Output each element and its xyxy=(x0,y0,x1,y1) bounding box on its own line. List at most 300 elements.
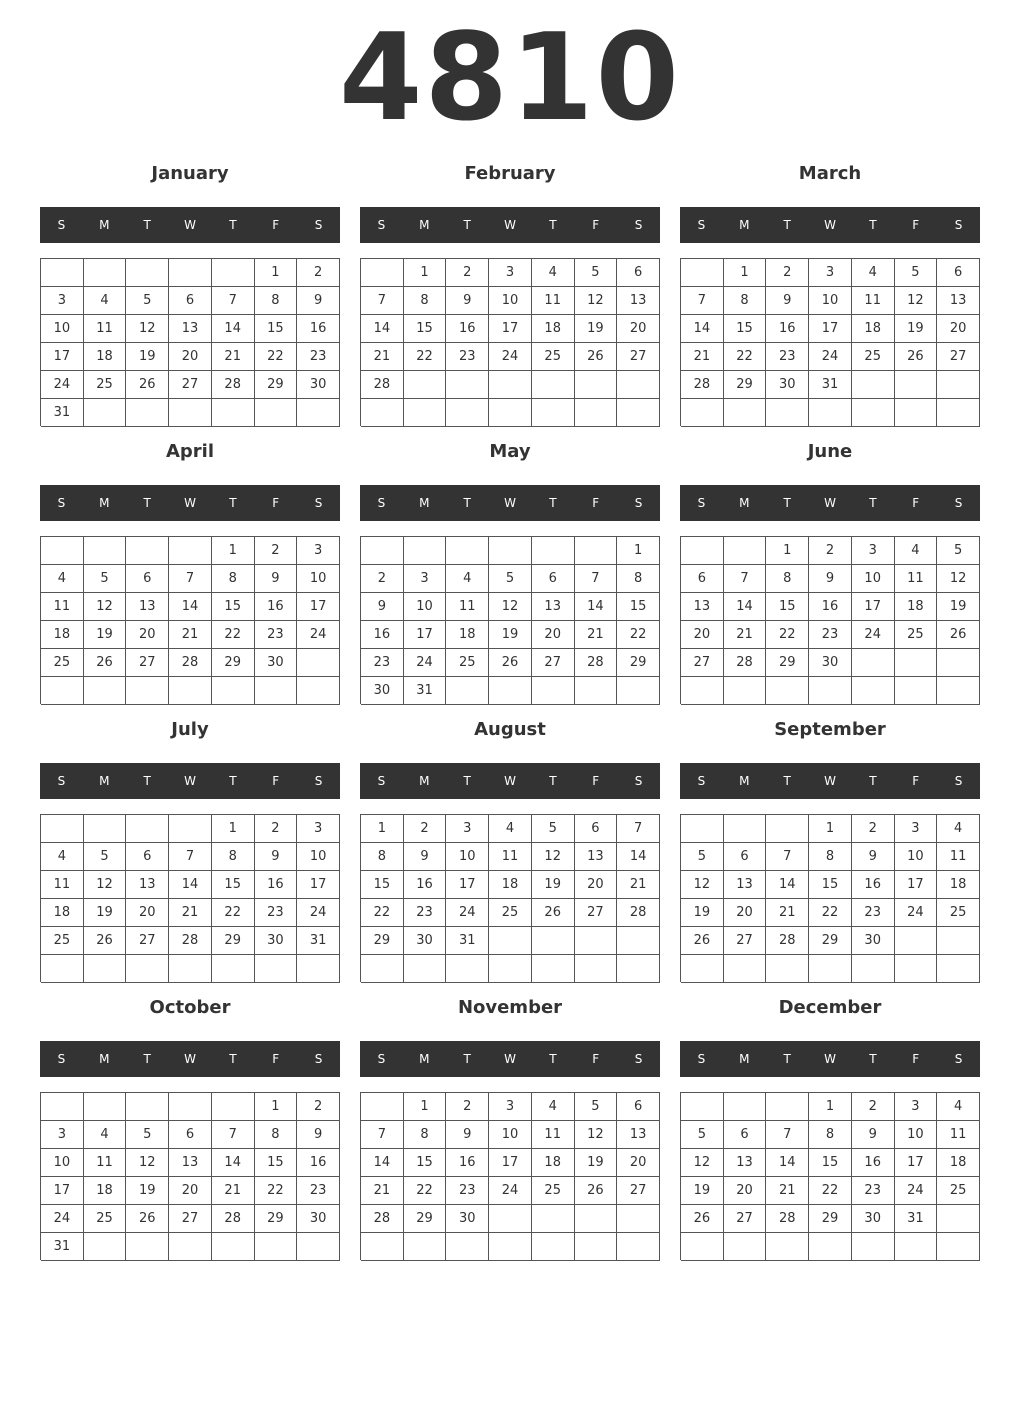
day-cell[interactable]: 9 xyxy=(766,287,809,315)
day-cell[interactable]: 8 xyxy=(212,565,255,593)
day-cell[interactable]: 27 xyxy=(532,649,575,677)
day-cell[interactable]: 13 xyxy=(126,871,169,899)
day-cell[interactable]: 17 xyxy=(895,871,938,899)
day-cell[interactable]: 3 xyxy=(297,815,340,843)
day-cell[interactable]: 3 xyxy=(852,537,895,565)
day-cell[interactable]: 24 xyxy=(41,1205,84,1233)
day-cell[interactable]: 18 xyxy=(41,899,84,927)
day-cell[interactable]: 8 xyxy=(255,287,298,315)
day-cell[interactable]: 30 xyxy=(852,1205,895,1233)
day-cell[interactable]: 30 xyxy=(361,677,404,705)
day-cell[interactable]: 6 xyxy=(575,815,618,843)
day-cell[interactable]: 27 xyxy=(126,927,169,955)
day-cell[interactable]: 11 xyxy=(41,871,84,899)
day-cell[interactable]: 19 xyxy=(84,899,127,927)
day-cell[interactable]: 27 xyxy=(169,371,212,399)
day-cell[interactable]: 1 xyxy=(361,815,404,843)
day-cell[interactable]: 5 xyxy=(84,565,127,593)
day-cell[interactable]: 17 xyxy=(41,343,84,371)
day-cell[interactable]: 4 xyxy=(489,815,532,843)
day-cell[interactable]: 14 xyxy=(766,1149,809,1177)
day-cell[interactable]: 6 xyxy=(681,565,724,593)
day-cell[interactable]: 5 xyxy=(937,537,980,565)
day-cell[interactable]: 14 xyxy=(169,593,212,621)
day-cell[interactable]: 20 xyxy=(724,899,767,927)
day-cell[interactable]: 14 xyxy=(169,871,212,899)
day-cell[interactable]: 3 xyxy=(489,259,532,287)
day-cell[interactable]: 26 xyxy=(937,621,980,649)
day-cell[interactable]: 25 xyxy=(895,621,938,649)
day-cell[interactable]: 4 xyxy=(446,565,489,593)
day-cell[interactable]: 26 xyxy=(532,899,575,927)
day-cell[interactable]: 8 xyxy=(809,843,852,871)
day-cell[interactable]: 9 xyxy=(809,565,852,593)
day-cell[interactable]: 15 xyxy=(724,315,767,343)
day-cell[interactable]: 21 xyxy=(766,899,809,927)
day-cell[interactable]: 28 xyxy=(724,649,767,677)
day-cell[interactable]: 28 xyxy=(681,371,724,399)
day-cell[interactable]: 25 xyxy=(41,927,84,955)
day-cell[interactable]: 7 xyxy=(361,287,404,315)
day-cell[interactable]: 28 xyxy=(766,1205,809,1233)
day-cell[interactable]: 18 xyxy=(41,621,84,649)
day-cell[interactable]: 14 xyxy=(617,843,660,871)
day-cell[interactable]: 22 xyxy=(361,899,404,927)
day-cell[interactable]: 5 xyxy=(575,1093,618,1121)
day-cell[interactable]: 31 xyxy=(809,371,852,399)
day-cell[interactable]: 4 xyxy=(84,287,127,315)
day-cell[interactable]: 10 xyxy=(852,565,895,593)
day-cell[interactable]: 15 xyxy=(361,871,404,899)
day-cell[interactable]: 20 xyxy=(169,1177,212,1205)
day-cell[interactable]: 14 xyxy=(212,315,255,343)
day-cell[interactable]: 1 xyxy=(404,1093,447,1121)
day-cell[interactable]: 9 xyxy=(446,1121,489,1149)
day-cell[interactable]: 20 xyxy=(617,1149,660,1177)
day-cell[interactable]: 26 xyxy=(84,927,127,955)
day-cell[interactable]: 18 xyxy=(895,593,938,621)
day-cell[interactable]: 15 xyxy=(617,593,660,621)
day-cell[interactable]: 26 xyxy=(575,1177,618,1205)
day-cell[interactable]: 31 xyxy=(404,677,447,705)
day-cell[interactable]: 14 xyxy=(361,315,404,343)
day-cell[interactable]: 26 xyxy=(84,649,127,677)
day-cell[interactable]: 12 xyxy=(126,1149,169,1177)
day-cell[interactable]: 18 xyxy=(532,315,575,343)
day-cell[interactable]: 16 xyxy=(297,1149,340,1177)
day-cell[interactable]: 23 xyxy=(255,621,298,649)
day-cell[interactable]: 28 xyxy=(361,1205,404,1233)
day-cell[interactable]: 3 xyxy=(446,815,489,843)
day-cell[interactable]: 5 xyxy=(489,565,532,593)
day-cell[interactable]: 25 xyxy=(84,1205,127,1233)
day-cell[interactable]: 25 xyxy=(532,1177,575,1205)
day-cell[interactable]: 11 xyxy=(446,593,489,621)
day-cell[interactable]: 21 xyxy=(617,871,660,899)
day-cell[interactable]: 2 xyxy=(404,815,447,843)
day-cell[interactable]: 26 xyxy=(681,927,724,955)
day-cell[interactable]: 1 xyxy=(255,1093,298,1121)
day-cell[interactable]: 21 xyxy=(361,343,404,371)
day-cell[interactable]: 15 xyxy=(404,1149,447,1177)
day-cell[interactable]: 22 xyxy=(255,1177,298,1205)
day-cell[interactable]: 25 xyxy=(852,343,895,371)
day-cell[interactable]: 20 xyxy=(724,1177,767,1205)
day-cell[interactable]: 1 xyxy=(255,259,298,287)
day-cell[interactable]: 28 xyxy=(361,371,404,399)
day-cell[interactable]: 8 xyxy=(617,565,660,593)
day-cell[interactable]: 22 xyxy=(212,621,255,649)
day-cell[interactable]: 10 xyxy=(489,1121,532,1149)
day-cell[interactable]: 5 xyxy=(681,843,724,871)
day-cell[interactable]: 29 xyxy=(212,927,255,955)
day-cell[interactable]: 16 xyxy=(404,871,447,899)
day-cell[interactable]: 2 xyxy=(255,537,298,565)
day-cell[interactable]: 31 xyxy=(41,1233,84,1261)
day-cell[interactable]: 10 xyxy=(297,565,340,593)
day-cell[interactable]: 8 xyxy=(766,565,809,593)
day-cell[interactable]: 14 xyxy=(212,1149,255,1177)
day-cell[interactable]: 1 xyxy=(212,537,255,565)
day-cell[interactable]: 11 xyxy=(937,843,980,871)
day-cell[interactable]: 10 xyxy=(297,843,340,871)
day-cell[interactable]: 30 xyxy=(446,1205,489,1233)
day-cell[interactable]: 16 xyxy=(852,1149,895,1177)
day-cell[interactable]: 12 xyxy=(895,287,938,315)
day-cell[interactable]: 8 xyxy=(212,843,255,871)
day-cell[interactable]: 29 xyxy=(255,371,298,399)
day-cell[interactable]: 30 xyxy=(766,371,809,399)
day-cell[interactable]: 15 xyxy=(404,315,447,343)
day-cell[interactable]: 13 xyxy=(724,1149,767,1177)
day-cell[interactable]: 24 xyxy=(41,371,84,399)
day-cell[interactable]: 4 xyxy=(532,1093,575,1121)
day-cell[interactable]: 12 xyxy=(84,871,127,899)
day-cell[interactable]: 23 xyxy=(297,1177,340,1205)
day-cell[interactable]: 13 xyxy=(169,1149,212,1177)
day-cell[interactable]: 19 xyxy=(575,1149,618,1177)
day-cell[interactable]: 3 xyxy=(489,1093,532,1121)
day-cell[interactable]: 26 xyxy=(126,371,169,399)
day-cell[interactable]: 2 xyxy=(255,815,298,843)
day-cell[interactable]: 27 xyxy=(575,899,618,927)
day-cell[interactable]: 1 xyxy=(404,259,447,287)
day-cell[interactable]: 24 xyxy=(404,649,447,677)
day-cell[interactable]: 26 xyxy=(575,343,618,371)
day-cell[interactable]: 5 xyxy=(681,1121,724,1149)
day-cell[interactable]: 2 xyxy=(852,815,895,843)
day-cell[interactable]: 24 xyxy=(297,621,340,649)
day-cell[interactable]: 21 xyxy=(169,621,212,649)
day-cell[interactable]: 17 xyxy=(852,593,895,621)
day-cell[interactable]: 22 xyxy=(724,343,767,371)
day-cell[interactable]: 18 xyxy=(937,1149,980,1177)
day-cell[interactable]: 20 xyxy=(532,621,575,649)
day-cell[interactable]: 12 xyxy=(681,871,724,899)
day-cell[interactable]: 21 xyxy=(724,621,767,649)
day-cell[interactable]: 30 xyxy=(297,371,340,399)
day-cell[interactable]: 13 xyxy=(681,593,724,621)
day-cell[interactable]: 16 xyxy=(852,871,895,899)
day-cell[interactable]: 20 xyxy=(617,315,660,343)
day-cell[interactable]: 22 xyxy=(255,343,298,371)
day-cell[interactable]: 13 xyxy=(937,287,980,315)
day-cell[interactable]: 27 xyxy=(681,649,724,677)
day-cell[interactable]: 8 xyxy=(361,843,404,871)
day-cell[interactable]: 13 xyxy=(575,843,618,871)
day-cell[interactable]: 14 xyxy=(724,593,767,621)
day-cell[interactable]: 30 xyxy=(404,927,447,955)
day-cell[interactable]: 9 xyxy=(297,287,340,315)
day-cell[interactable]: 25 xyxy=(84,371,127,399)
day-cell[interactable]: 1 xyxy=(724,259,767,287)
day-cell[interactable]: 26 xyxy=(489,649,532,677)
day-cell[interactable]: 19 xyxy=(126,343,169,371)
day-cell[interactable]: 30 xyxy=(852,927,895,955)
day-cell[interactable]: 25 xyxy=(937,1177,980,1205)
day-cell[interactable]: 21 xyxy=(766,1177,809,1205)
day-cell[interactable]: 23 xyxy=(446,343,489,371)
day-cell[interactable]: 24 xyxy=(852,621,895,649)
day-cell[interactable]: 6 xyxy=(937,259,980,287)
day-cell[interactable]: 3 xyxy=(297,537,340,565)
day-cell[interactable]: 1 xyxy=(212,815,255,843)
day-cell[interactable]: 17 xyxy=(895,1149,938,1177)
day-cell[interactable]: 19 xyxy=(126,1177,169,1205)
day-cell[interactable]: 12 xyxy=(575,1121,618,1149)
day-cell[interactable]: 17 xyxy=(489,1149,532,1177)
day-cell[interactable]: 7 xyxy=(766,843,809,871)
day-cell[interactable]: 23 xyxy=(852,899,895,927)
day-cell[interactable]: 22 xyxy=(809,1177,852,1205)
day-cell[interactable]: 12 xyxy=(489,593,532,621)
day-cell[interactable]: 18 xyxy=(937,871,980,899)
day-cell[interactable]: 21 xyxy=(361,1177,404,1205)
day-cell[interactable]: 28 xyxy=(575,649,618,677)
day-cell[interactable]: 8 xyxy=(809,1121,852,1149)
day-cell[interactable]: 7 xyxy=(169,843,212,871)
day-cell[interactable]: 16 xyxy=(361,621,404,649)
day-cell[interactable]: 21 xyxy=(681,343,724,371)
day-cell[interactable]: 6 xyxy=(169,287,212,315)
day-cell[interactable]: 19 xyxy=(489,621,532,649)
day-cell[interactable]: 13 xyxy=(617,1121,660,1149)
day-cell[interactable]: 5 xyxy=(84,843,127,871)
day-cell[interactable]: 10 xyxy=(446,843,489,871)
day-cell[interactable]: 3 xyxy=(895,1093,938,1121)
day-cell[interactable]: 29 xyxy=(212,649,255,677)
day-cell[interactable]: 10 xyxy=(41,315,84,343)
day-cell[interactable]: 3 xyxy=(809,259,852,287)
day-cell[interactable]: 6 xyxy=(169,1121,212,1149)
day-cell[interactable]: 28 xyxy=(169,927,212,955)
day-cell[interactable]: 5 xyxy=(126,1121,169,1149)
day-cell[interactable]: 8 xyxy=(404,287,447,315)
day-cell[interactable]: 21 xyxy=(212,343,255,371)
day-cell[interactable]: 26 xyxy=(681,1205,724,1233)
day-cell[interactable]: 23 xyxy=(809,621,852,649)
day-cell[interactable]: 8 xyxy=(724,287,767,315)
day-cell[interactable]: 16 xyxy=(297,315,340,343)
day-cell[interactable]: 11 xyxy=(84,315,127,343)
day-cell[interactable]: 22 xyxy=(212,899,255,927)
day-cell[interactable]: 23 xyxy=(361,649,404,677)
day-cell[interactable]: 17 xyxy=(446,871,489,899)
day-cell[interactable]: 29 xyxy=(724,371,767,399)
day-cell[interactable]: 18 xyxy=(489,871,532,899)
day-cell[interactable]: 17 xyxy=(489,315,532,343)
day-cell[interactable]: 19 xyxy=(681,899,724,927)
day-cell[interactable]: 28 xyxy=(212,1205,255,1233)
day-cell[interactable]: 9 xyxy=(297,1121,340,1149)
day-cell[interactable]: 12 xyxy=(532,843,575,871)
day-cell[interactable]: 7 xyxy=(681,287,724,315)
day-cell[interactable]: 15 xyxy=(766,593,809,621)
day-cell[interactable]: 11 xyxy=(852,287,895,315)
day-cell[interactable]: 7 xyxy=(212,287,255,315)
day-cell[interactable]: 16 xyxy=(255,593,298,621)
day-cell[interactable]: 30 xyxy=(809,649,852,677)
day-cell[interactable]: 20 xyxy=(681,621,724,649)
day-cell[interactable]: 20 xyxy=(126,621,169,649)
day-cell[interactable]: 16 xyxy=(809,593,852,621)
day-cell[interactable]: 28 xyxy=(169,649,212,677)
day-cell[interactable]: 9 xyxy=(852,843,895,871)
day-cell[interactable]: 22 xyxy=(404,1177,447,1205)
day-cell[interactable]: 14 xyxy=(575,593,618,621)
day-cell[interactable]: 2 xyxy=(297,1093,340,1121)
day-cell[interactable]: 26 xyxy=(895,343,938,371)
day-cell[interactable]: 6 xyxy=(617,1093,660,1121)
day-cell[interactable]: 23 xyxy=(446,1177,489,1205)
day-cell[interactable]: 5 xyxy=(575,259,618,287)
day-cell[interactable]: 11 xyxy=(532,1121,575,1149)
day-cell[interactable]: 28 xyxy=(617,899,660,927)
day-cell[interactable]: 25 xyxy=(41,649,84,677)
day-cell[interactable]: 15 xyxy=(255,1149,298,1177)
day-cell[interactable]: 27 xyxy=(617,343,660,371)
day-cell[interactable]: 3 xyxy=(41,1121,84,1149)
day-cell[interactable]: 16 xyxy=(255,871,298,899)
day-cell[interactable]: 22 xyxy=(766,621,809,649)
day-cell[interactable]: 4 xyxy=(41,843,84,871)
day-cell[interactable]: 27 xyxy=(724,927,767,955)
day-cell[interactable]: 3 xyxy=(404,565,447,593)
day-cell[interactable]: 1 xyxy=(809,1093,852,1121)
day-cell[interactable]: 25 xyxy=(937,899,980,927)
day-cell[interactable]: 18 xyxy=(532,1149,575,1177)
day-cell[interactable]: 12 xyxy=(937,565,980,593)
day-cell[interactable]: 31 xyxy=(41,399,84,427)
day-cell[interactable]: 28 xyxy=(212,371,255,399)
day-cell[interactable]: 31 xyxy=(446,927,489,955)
day-cell[interactable]: 6 xyxy=(617,259,660,287)
day-cell[interactable]: 10 xyxy=(895,1121,938,1149)
day-cell[interactable]: 2 xyxy=(361,565,404,593)
day-cell[interactable]: 29 xyxy=(255,1205,298,1233)
day-cell[interactable]: 29 xyxy=(766,649,809,677)
day-cell[interactable]: 3 xyxy=(41,287,84,315)
day-cell[interactable]: 29 xyxy=(809,927,852,955)
day-cell[interactable]: 19 xyxy=(575,315,618,343)
day-cell[interactable]: 20 xyxy=(937,315,980,343)
day-cell[interactable]: 16 xyxy=(446,315,489,343)
day-cell[interactable]: 15 xyxy=(212,871,255,899)
day-cell[interactable]: 11 xyxy=(532,287,575,315)
day-cell[interactable]: 17 xyxy=(41,1177,84,1205)
day-cell[interactable]: 25 xyxy=(532,343,575,371)
day-cell[interactable]: 7 xyxy=(212,1121,255,1149)
day-cell[interactable]: 30 xyxy=(255,649,298,677)
day-cell[interactable]: 13 xyxy=(532,593,575,621)
day-cell[interactable]: 22 xyxy=(404,343,447,371)
day-cell[interactable]: 21 xyxy=(575,621,618,649)
day-cell[interactable]: 2 xyxy=(809,537,852,565)
day-cell[interactable]: 29 xyxy=(361,927,404,955)
day-cell[interactable]: 20 xyxy=(126,899,169,927)
day-cell[interactable]: 2 xyxy=(297,259,340,287)
day-cell[interactable]: 4 xyxy=(84,1121,127,1149)
day-cell[interactable]: 4 xyxy=(852,259,895,287)
day-cell[interactable]: 24 xyxy=(489,1177,532,1205)
day-cell[interactable]: 31 xyxy=(895,1205,938,1233)
day-cell[interactable]: 9 xyxy=(446,287,489,315)
day-cell[interactable]: 13 xyxy=(617,287,660,315)
day-cell[interactable]: 13 xyxy=(724,871,767,899)
day-cell[interactable]: 9 xyxy=(404,843,447,871)
day-cell[interactable]: 24 xyxy=(446,899,489,927)
day-cell[interactable]: 12 xyxy=(84,593,127,621)
day-cell[interactable]: 14 xyxy=(681,315,724,343)
day-cell[interactable]: 6 xyxy=(126,565,169,593)
day-cell[interactable]: 9 xyxy=(852,1121,895,1149)
day-cell[interactable]: 15 xyxy=(809,1149,852,1177)
day-cell[interactable]: 24 xyxy=(297,899,340,927)
day-cell[interactable]: 4 xyxy=(41,565,84,593)
day-cell[interactable]: 19 xyxy=(937,593,980,621)
day-cell[interactable]: 2 xyxy=(766,259,809,287)
day-cell[interactable]: 11 xyxy=(937,1121,980,1149)
day-cell[interactable]: 10 xyxy=(809,287,852,315)
day-cell[interactable]: 16 xyxy=(446,1149,489,1177)
day-cell[interactable]: 25 xyxy=(489,899,532,927)
day-cell[interactable]: 19 xyxy=(681,1177,724,1205)
day-cell[interactable]: 7 xyxy=(169,565,212,593)
day-cell[interactable]: 17 xyxy=(404,621,447,649)
day-cell[interactable]: 11 xyxy=(895,565,938,593)
day-cell[interactable]: 19 xyxy=(84,621,127,649)
day-cell[interactable]: 23 xyxy=(255,899,298,927)
day-cell[interactable]: 7 xyxy=(361,1121,404,1149)
day-cell[interactable]: 12 xyxy=(575,287,618,315)
day-cell[interactable]: 10 xyxy=(404,593,447,621)
day-cell[interactable]: 27 xyxy=(126,649,169,677)
day-cell[interactable]: 18 xyxy=(446,621,489,649)
day-cell[interactable]: 18 xyxy=(852,315,895,343)
day-cell[interactable]: 27 xyxy=(724,1205,767,1233)
day-cell[interactable]: 2 xyxy=(852,1093,895,1121)
day-cell[interactable]: 27 xyxy=(937,343,980,371)
day-cell[interactable]: 2 xyxy=(446,1093,489,1121)
day-cell[interactable]: 23 xyxy=(297,343,340,371)
day-cell[interactable]: 6 xyxy=(724,1121,767,1149)
day-cell[interactable]: 24 xyxy=(489,343,532,371)
day-cell[interactable]: 19 xyxy=(895,315,938,343)
day-cell[interactable]: 18 xyxy=(84,343,127,371)
day-cell[interactable]: 2 xyxy=(446,259,489,287)
day-cell[interactable]: 31 xyxy=(297,927,340,955)
day-cell[interactable]: 15 xyxy=(212,593,255,621)
